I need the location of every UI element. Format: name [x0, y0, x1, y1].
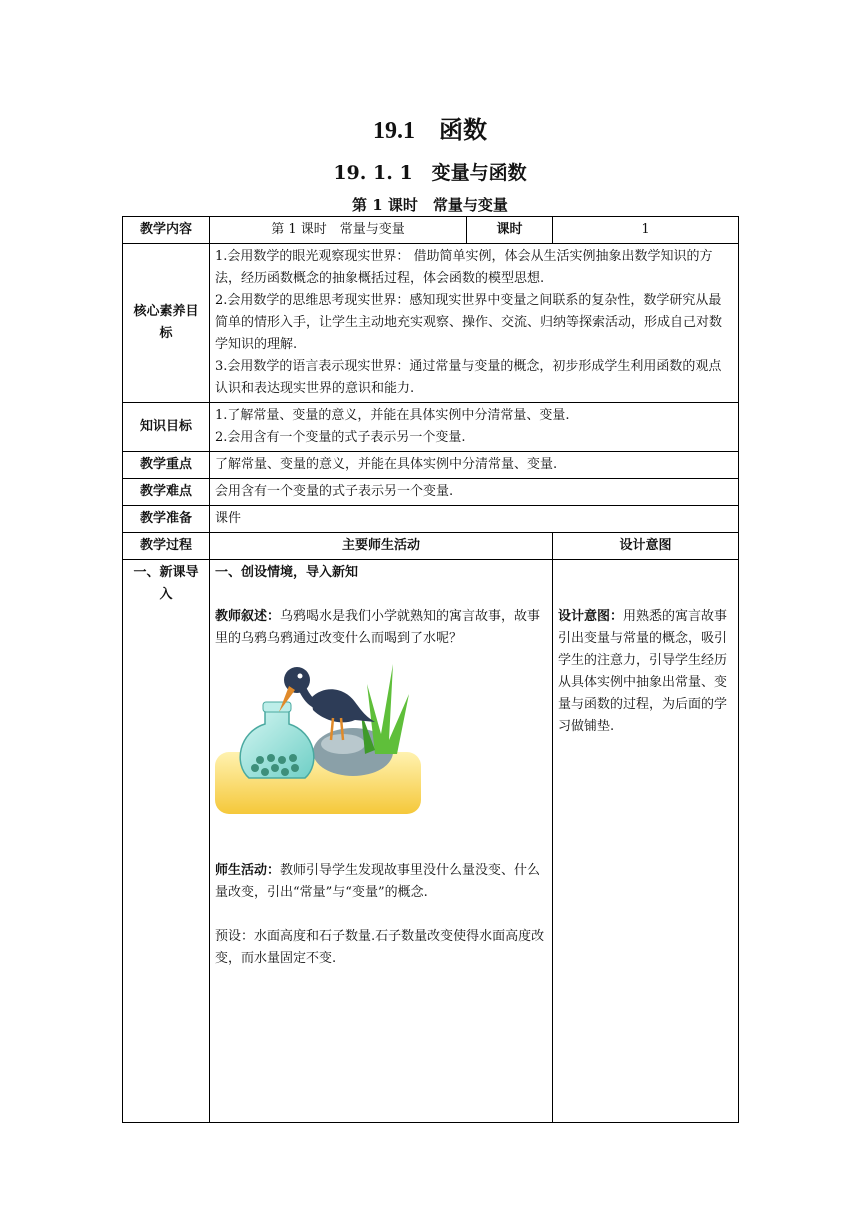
design-intent-cell	[553, 560, 739, 1123]
narration-label: 教师叙述：	[215, 609, 281, 624]
crow-body	[311, 689, 375, 722]
label-teaching-content: 教学内容	[123, 217, 210, 244]
header-activities: 主要师生活动	[210, 533, 553, 560]
preset-paragraph: 预设：水面高度和石子数量.石子数量改变使得水面高度改变，而水量固定不变.	[215, 929, 545, 966]
goal-item: 2.会用数学的思维思考现实世界：感知现实世界中变量之间联系的复杂性，数学研究从最简单的情形入手，让学生主动地充实观察、操作、交流、归纳等探索活动，形成自己对数学知识的理解.	[215, 293, 723, 352]
preparation: 课件	[210, 506, 739, 533]
goal-item: 3.会用数学的语言表示现实世界：通过常量与变量的概念，初步形成学生利用函数的观点认识和表达现实世界的意识和能力.	[215, 359, 722, 396]
difficulties: 会用含有一个变量的式子表示另一个变量.	[210, 479, 739, 506]
activity-paragraph	[215, 860, 547, 904]
activities-cell	[210, 560, 553, 1123]
teaching-content-value: 第 1 课时 常量与变量	[210, 217, 467, 244]
activity-label: 师生活动：	[215, 863, 281, 878]
jar-neck	[263, 702, 291, 712]
lesson-title: 第 1 课时 常量与变量	[352, 196, 508, 214]
section-subtitle: 19. 1. 1 变量与函数	[333, 162, 527, 184]
intent-paragraph	[558, 606, 733, 738]
crow-eye	[298, 674, 303, 679]
knowledge-item: 2.会用含有一个变量的式子表示另一个变量.	[215, 430, 466, 445]
key-points: 了解常量、变量的意义，并能在具体实例中分清常量、变量.	[210, 452, 739, 479]
narration-text: 乌鸦喝水是我们小学就熟知的寓言故事，故事里的乌鸦乌鸦通过改变什么而喝到了水呢？	[215, 609, 541, 646]
header-process: 教学过程	[123, 533, 210, 560]
knowledge-goals	[210, 403, 739, 452]
label-knowledge-goals: 知识目标	[123, 403, 210, 452]
knowledge-item: 1.了解常量、变量的意义，并能在具体实例中分清常量、变量.	[215, 408, 570, 423]
process-stage: 一、新课导入	[123, 560, 210, 1123]
page-title: 19.1 函数	[373, 118, 487, 144]
intent-label: 设计意图：	[558, 609, 624, 624]
label-key-points: 教学重点	[123, 452, 210, 479]
activity-heading: 一、创设情境，导入新知	[215, 565, 359, 580]
header-design-intent: 设计意图	[553, 533, 739, 560]
class-hours-value: 1	[553, 217, 739, 244]
label-class-hours: 课时	[467, 217, 553, 244]
activity-text: 教师引导学生发现故事里没什么量没变、什么量改变，引出“常量”与“变量”的概念.	[215, 863, 541, 900]
goal-item: 1.会用数学的眼光观察现实世界： 借助简单实例，体会从生活实例抽象出数学知识的方法，经历函数概念的抽象概括过程，体会函数的模型思想.	[215, 249, 713, 286]
narration-paragraph	[215, 606, 547, 650]
label-core-literacy-goals: 核心素养目标	[123, 244, 210, 403]
label-difficulties: 教学难点	[123, 479, 210, 506]
label-preparation: 教学准备	[123, 506, 210, 533]
lesson-plan-table	[122, 216, 739, 1123]
core-literacy-goals	[210, 244, 739, 403]
intent-text: 用熟悉的寓言故事引出变量与常量的概念，吸引学生的注意力，引导学生经历从具体实例中抽象出常量、变量与函数的过程，为后面的学习做铺垫.	[558, 609, 728, 734]
crow-drinking-water-illustration	[215, 654, 421, 816]
